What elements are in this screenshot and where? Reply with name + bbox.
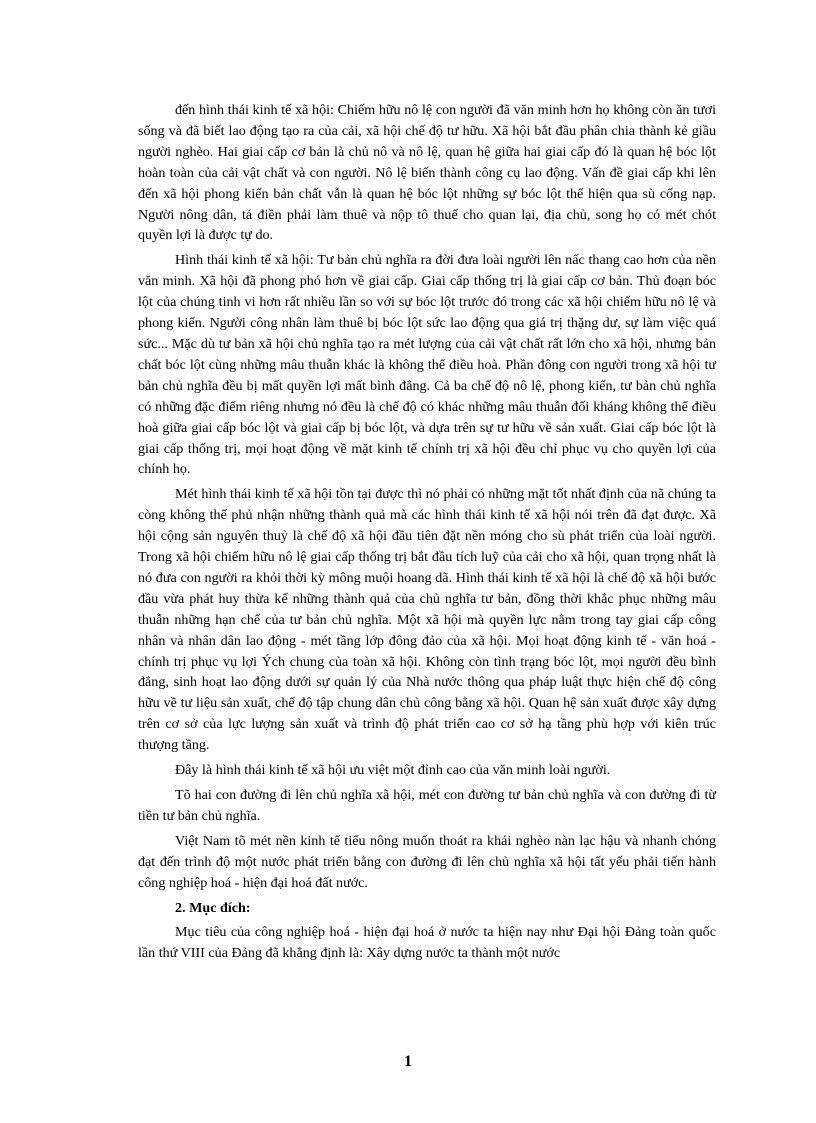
paragraph: Mục tiêu của công nghiệp hoá - hiện đại hoá ở nước ta hiện nay như Đại hội Đảng toàn quốc lần thứ VIII của Đảng đã khẳng định là: Xây dựng nước ta thành một nước [138, 924, 716, 962]
section-heading: 2. Mục đích: [175, 899, 251, 916]
body-text [138, 100, 716, 968]
paragraph: Mét hình thái kinh tế xã hội tồn tại được thì nó phải có những mặt tốt nhất định của nã chúng ta còng không thể phủ nhận những thành quả mà các hình thái kinh tế xã hội nói trên đã đạt được. Xã hội cộng sản nguyên thuỷ là chế độ xã hội đầu tiên đặt nền móng cho sù phát triển của loài người. Trong xã hội chiếm hữu nô lệ giai cấp thống trị bắt đầu tích luỹ của cải cho xã hội, quan trọng nhất là nó đưa con người ra khỏi thời kỳ mông muội hoang dã. Hình thái kinh tế xã hội là chế độ xã hội bước đầu vừa phát huy thừa kế những thành quả của chủ nghĩa tư bản, đồng thời khắc phục những mâu thuẫn những hạn chế của tư bản chủ nghĩa. Một xã hội mà quyền lực nằm trong tay giai cấp công nhân và nhân dân lao động - mét tầng lớp đông đảo của xã hội. Mọi hoạt động kinh tế - văn hoá - chính trị phục vụ lợi Ých chung của toàn xã hội. Không còn tình trạng bóc lột, mọi người đều bình đẳng, sinh hoạt lao động dưới sự quản lý của Nhà nước thông qua pháp luật thực hiện chế độ công hữu về tư liệu sản xuất, chế độ tập chung dân chủ công bằng xã hội. Quan hệ sản xuất được xây dựng trên cơ sở của lực lượng sản xuất và trình độ phát triển cao cơ sở hạ tầng phù hợp với kiên trúc thượng tầng. [138, 486, 716, 754]
page-number: 1 [404, 1053, 412, 1070]
paragraph: Tõ hai con đường đi lên chủ nghĩa xã hội, mét con đường tư bản chủ nghĩa và con đường đi từ tiền tư bản chủ nghĩa. [138, 787, 716, 824]
paragraph: Hình thái kinh tế xã hội: Tư bản chủ nghĩa ra đời đưa loài người lên nấc thang cao hơn của nền văn minh. Xã hội đã phong phó hơn về giai cấp. Giai cấp thống trị là giai cấp cơ bản. Thủ đoạn bóc lột của chúng tinh vi hơn rất nhiều lần so với sự bóc lột trước đó trong các xã hội chiếm hữu nô lệ và phong kiến. Người công nhân làm thuê bị bóc lột sức lao động qua giá trị thặng dư, sự làm việc quá sức... Mặc dù tư bản xã hội chủ nghĩa tạo ra mét lượng của cải vật chất rất lớn cho xã hội, nhưng bản chất bóc lột cùng những mâu thuẫn khác là không thể điều hoà. Phần đông con người trong xã hội tư bản chủ nghĩa đều bị mất quyền lợi mất bình đẳng. Cả ba chế độ nô lệ, phong kiến, tư bản chủ nghĩa có những đặc điểm riêng nhưng nó đều là chế độ có khác những mâu thuẫn đối kháng không thể điều hoà giữa giai cấp bóc lột và giai cấp bị bóc lột, và dựa trên sự tư hữu về sản xuất. Giai cấp bóc lột là giai cấp thống trị, mọi hoạt động về mặt kinh tế chính trị xã hội đều chỉ phục vụ cho quyền lợi của chính họ. [138, 252, 716, 478]
paragraph: Việt Nam tõ mét nền kinh tế tiểu nông muốn thoát ra khái nghèo nàn lạc hậu và nhanh chóng đạt đến trình độ một nước phát triển bằng con đường đi lên chủ nghĩa xã hội tất yếu phải tiến hành công nghiệp hoá - hiện đại hoá đất nước. [138, 832, 716, 891]
paragraph: Đây là hình thái kinh tế xã hội ưu việt một đỉnh cao của văn minh loài người. [175, 762, 611, 779]
paragraph: đến hình thái kinh tế xã hội: Chiếm hữu nô lệ con người đã văn minh hơn họ không còn ăn tươi sống và đã biết lao động tạo ra của cải, xã hội chế độ tư hữu. Xã hội bắt đầu phân chia thành kẻ giầu người nghèo. Hai giai cấp cơ bản là chủ nô và nô lệ, quan hệ giữa hai giai cấp đó là quan hệ bóc lột hoàn toàn của cải vật chất và con người. Nô lệ biến thành công cụ lao động. Vấn đề giai cấp khi lên đến xã hội phong kiến bản chất vẫn là quan hệ bóc lột những sự bóc lột thể hiện qua sù cống nạp. Người nông dân, tá điền phải làm thuê và nộp tô thuế cho quan lại, địa chủ, song họ có mét chót quyền lợi là được tự do. [138, 102, 716, 244]
